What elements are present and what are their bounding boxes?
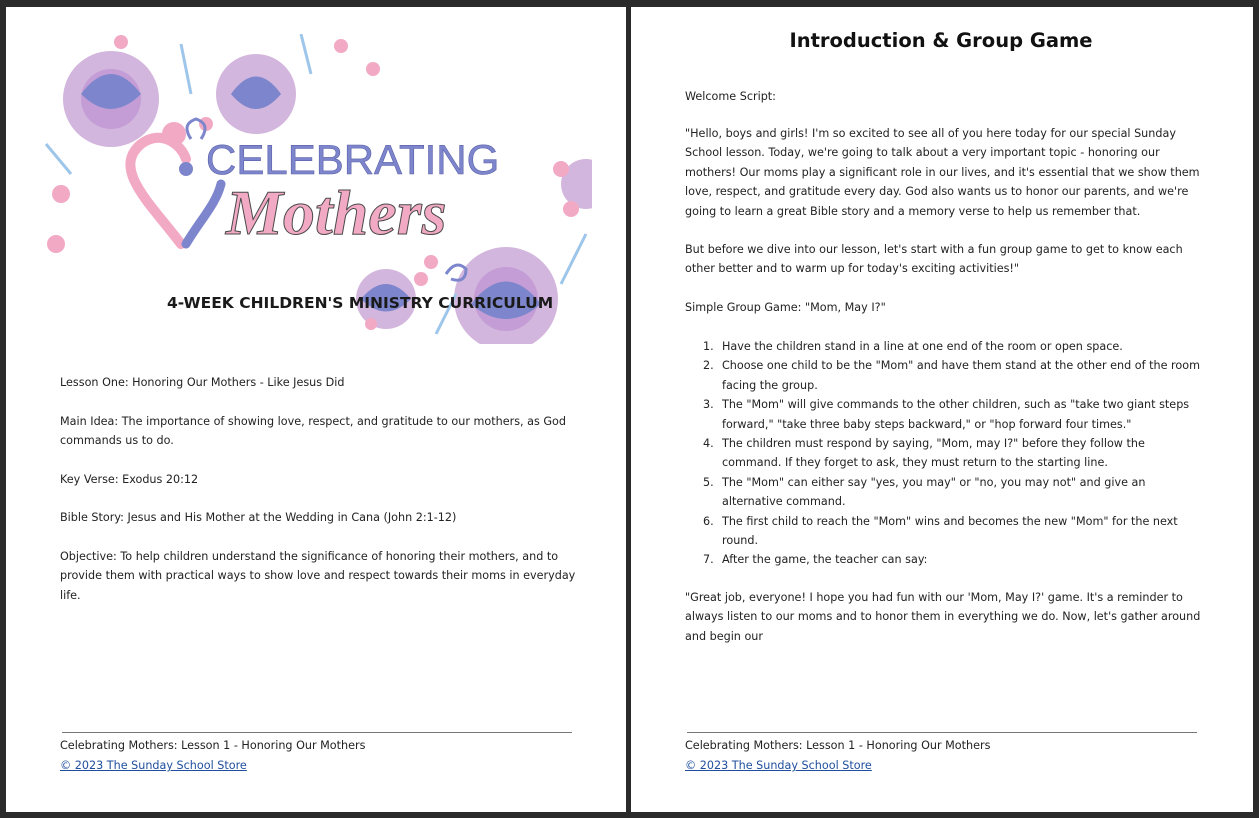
list-item-number: 1.	[703, 340, 714, 353]
list-item-number: 3.	[703, 398, 714, 412]
list-item	[685, 337, 1205, 356]
right-page	[631, 7, 1253, 812]
footer-copyright-link[interactable]: © 2023 The Sunday School Store	[60, 759, 247, 772]
objective: Objective: To help children understand the significance of honoring their mothers, and to provide them with practical ways to show love and respect towards their moms in everyday life.	[60, 550, 576, 602]
list-item-number: 4.	[703, 437, 714, 451]
footer-text: Celebrating Mothers: Lesson 1 - Honoring Our Mothers	[685, 739, 991, 752]
second-paragraph: But before we dive into our lesson, let's start with a fun group game to get to know each other better and to warm up for today's exciting activities!"	[685, 243, 1183, 276]
banner-subtitle: 4-WEEK CHILDREN'S MINISTRY CURRICULUM	[167, 294, 554, 312]
welcome-label: Welcome Script:	[685, 90, 776, 103]
left-page	[6, 7, 626, 812]
list-item-text: The "Mom" will give commands to the other children, such as "take two giant steps forward," "take three baby steps backward," or "hop forward four times."	[722, 398, 1190, 431]
game-steps-list	[685, 337, 1205, 570]
list-item	[685, 395, 1205, 434]
list-item-number: 2.	[703, 359, 714, 373]
list-item	[685, 473, 1205, 512]
lesson-title: Lesson One: Honoring Our Mothers - Like Jesus Did	[60, 376, 345, 389]
page-title: Introduction & Group Game	[789, 29, 1093, 52]
list-item-number: 7.	[703, 553, 714, 567]
main-idea: Main Idea: The importance of showing love, respect, and gratitude to our mothers, as God commands us to do.	[60, 415, 566, 448]
banner-word-celebrating: CELEBRATING	[206, 136, 500, 183]
intro-paragraph: "Hello, boys and girls! I'm so excited to see all of you here today for our special Sunday School lesson. Today, we're going to talk about a very important topic - honoring our mothers! Our moms play a significant role in our lives, and it's essential that we show them love, respect, and gratitude every day. God also wants us to honor our parents, and we're going to learn a great Bible story and a memory verse to help us remember that.	[685, 127, 1200, 218]
footer-divider	[687, 732, 1197, 733]
list-item-text: The children must respond by saying, "Mom, may I?" before they follow the command. If they forget to ask, they must return to the starting line.	[722, 437, 1145, 470]
list-item-number: 6.	[703, 514, 714, 528]
list-item-text: The "Mom" can either say "yes, you may" or "no, you may not" and give an alternative command.	[722, 475, 1146, 509]
list-item	[685, 434, 1205, 473]
game-label: Simple Group Game: "Mom, May I?"	[685, 301, 886, 314]
list-item	[685, 356, 1205, 395]
list-item-text: After the game, the teacher can say:	[722, 553, 928, 567]
bible-story: Bible Story: Jesus and His Mother at the Wedding in Cana (John 2:1-12)	[60, 511, 457, 524]
list-item-number: 5.	[703, 475, 714, 489]
list-item	[685, 550, 1205, 569]
key-verse: Key Verse: Exodus 20:12	[60, 473, 199, 486]
list-item-text: Choose one child to be the "Mom" and have them stand at the other end of the room facing the group.	[722, 359, 1200, 392]
footer-divider	[62, 732, 572, 733]
list-item-text: Have the children stand in a line at one end of the room or open space.	[722, 340, 1123, 353]
footer-copyright-link[interactable]: © 2023 The Sunday School Store	[685, 759, 872, 772]
list-item	[685, 512, 1205, 551]
footer-text: Celebrating Mothers: Lesson 1 - Honoring Our Mothers	[60, 739, 366, 752]
list-item-text: The first child to reach the "Mom" wins and becomes the new "Mom" for the next round.	[722, 514, 1178, 548]
banner-word-mothers: Mothers	[226, 177, 447, 248]
closing-paragraph: "Great job, everyone! I hope you had fun with our 'Mom, May I?' game. It's a reminder to always listen to our moms and to honor them in everything we do. Now, let's gather around and begin our	[685, 591, 1201, 643]
celebrating-mothers-banner	[41, 34, 592, 344]
